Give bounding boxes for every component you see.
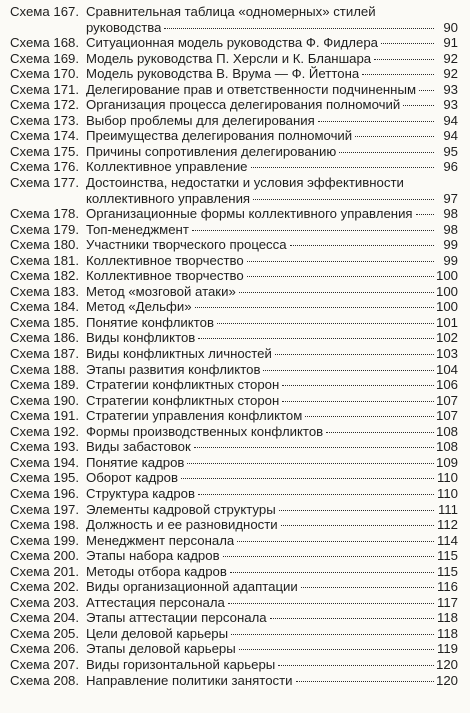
page-number: 108 <box>435 423 458 439</box>
entry-title: Виды организационной адаптации <box>86 579 298 595</box>
entry-label: Схема 170. <box>10 66 80 82</box>
page-number: 116 <box>436 579 458 595</box>
entry-label: Схема 194. <box>10 454 80 470</box>
entry-title: Организационные формы коллективного управления <box>86 206 413 222</box>
entry-line <box>86 66 458 82</box>
toc-entry <box>10 533 458 549</box>
dot-leader <box>198 494 434 495</box>
entry-body <box>86 564 458 580</box>
entry-body <box>86 439 458 455</box>
dot-leader <box>419 90 434 91</box>
table-of-contents <box>10 4 458 688</box>
page-number: 114 <box>436 532 458 548</box>
toc-entry <box>10 346 458 362</box>
entry-title: Стратегии конфликтных сторон <box>86 377 280 393</box>
entry-body <box>86 533 458 549</box>
dot-leader <box>192 230 434 231</box>
entry-label: Схема 186. <box>10 330 80 346</box>
dot-leader <box>282 385 434 386</box>
entry-line <box>86 159 458 175</box>
entry-label: Схема 178. <box>10 206 80 222</box>
page-number: 117 <box>436 594 458 610</box>
entry-line <box>86 564 458 580</box>
entry-label: Схема 195. <box>10 470 80 486</box>
entry-label: Схема 190. <box>10 392 80 408</box>
page-number: 104 <box>435 361 458 377</box>
entry-title: Должность и ее разновидности <box>86 517 278 533</box>
entry-line <box>86 502 458 518</box>
entry-title: Стратегии конфликтных сторон <box>86 392 280 408</box>
entry-label: Схема 208. <box>10 672 80 688</box>
page-number: 92 <box>443 66 458 82</box>
entry-line <box>86 424 458 440</box>
dot-leader <box>381 43 434 44</box>
toc-entry <box>10 253 458 269</box>
page-number: 91 <box>443 35 458 51</box>
entry-line <box>86 222 458 238</box>
page-number: 99 <box>443 252 458 268</box>
entry-title: Оборот кадров <box>86 470 178 486</box>
entry-title: Организация процесса делегирования полномочий <box>86 97 401 113</box>
entry-body <box>86 641 458 657</box>
page-number: 96 <box>443 159 458 175</box>
toc-entry <box>10 268 458 284</box>
entry-body <box>86 144 458 160</box>
entry-line <box>86 641 458 657</box>
toc-entry <box>10 35 458 51</box>
entry-label: Схема 201. <box>10 563 80 579</box>
entry-body <box>86 626 458 642</box>
page-number: 115 <box>436 548 458 564</box>
toc-entry <box>10 237 458 253</box>
dot-leader <box>181 478 434 479</box>
entry-label: Схема 177. <box>10 175 80 191</box>
toc-entry <box>10 626 458 642</box>
entry-title: руководства <box>86 19 162 35</box>
entry-line <box>86 610 458 626</box>
entry-line <box>86 470 458 486</box>
dot-leader <box>290 245 434 246</box>
entry-label: Схема 192. <box>10 423 80 439</box>
dot-leader <box>251 167 434 168</box>
entry-label: Схема 207. <box>10 656 80 672</box>
entry-line <box>86 175 458 191</box>
entry-line <box>86 673 458 689</box>
entry-body <box>86 595 458 611</box>
entry-line <box>86 657 458 673</box>
entry-label: Схема 173. <box>10 112 80 128</box>
entry-body <box>86 470 458 486</box>
entry-title: Этапы аттестации персонала <box>86 610 267 626</box>
entry-label: Схема 191. <box>10 408 80 424</box>
dot-leader <box>355 136 434 137</box>
page-number: 93 <box>443 97 458 113</box>
entry-body <box>86 206 458 222</box>
entry-title: Участники творческого процесса <box>86 237 287 253</box>
toc-entry <box>10 362 458 378</box>
entry-title: Виды конфликтов <box>86 330 196 346</box>
entry-title: Этапы развития конфликтов <box>86 361 261 377</box>
entry-body <box>86 346 458 362</box>
entry-body <box>86 377 458 393</box>
entry-body <box>86 517 458 533</box>
page-number: 100 <box>435 299 458 315</box>
page-number: 98 <box>443 221 458 237</box>
entry-body <box>86 51 458 67</box>
toc-entry <box>10 206 458 222</box>
page-number: 102 <box>435 330 458 346</box>
toc-entry <box>10 4 458 35</box>
entry-label: Схема 171. <box>10 81 80 97</box>
entry-line <box>86 362 458 378</box>
toc-entry <box>10 673 458 689</box>
page-number: 94 <box>443 128 458 144</box>
page-number: 99 <box>443 237 458 253</box>
dot-leader <box>198 338 434 339</box>
entry-label: Схема 189. <box>10 377 80 393</box>
page-number: 118 <box>436 610 458 626</box>
toc-entry <box>10 408 458 424</box>
entry-title: Причины сопротивления делегированию <box>86 143 337 159</box>
entry-label: Схема 181. <box>10 252 80 268</box>
entry-line <box>86 455 458 471</box>
dot-leader <box>296 681 434 682</box>
entry-line <box>86 346 458 362</box>
entry-title: коллективного управления <box>86 190 251 206</box>
toc-entry <box>10 424 458 440</box>
entry-title: Методы отбора кадров <box>86 563 227 579</box>
entry-body <box>86 35 458 51</box>
entry-title: Элементы кадровой структуры <box>86 501 276 517</box>
dot-leader <box>194 447 434 448</box>
dot-leader <box>247 261 434 262</box>
toc-entry <box>10 470 458 486</box>
entry-line <box>86 237 458 253</box>
toc-entry <box>10 51 458 67</box>
page-number: 109 <box>435 454 458 470</box>
toc-entry <box>10 315 458 331</box>
entry-title: Понятие конфликтов <box>86 314 214 330</box>
entry-title: Этапы набора кадров <box>86 548 220 564</box>
entry-line <box>86 533 458 549</box>
dot-leader <box>275 354 434 355</box>
entry-label: Схема 168. <box>10 35 80 51</box>
entry-label: Схема 176. <box>10 159 80 175</box>
dot-leader <box>282 401 434 402</box>
toc-entry <box>10 641 458 657</box>
entry-title: Преимущества делегирования полномочий <box>86 128 353 144</box>
entry-body <box>86 82 458 98</box>
entry-body <box>86 113 458 129</box>
entry-body <box>86 222 458 238</box>
entry-body <box>86 284 458 300</box>
entry-body <box>86 393 458 409</box>
entry-label: Схема 200. <box>10 548 80 564</box>
page-number: 107 <box>435 392 458 408</box>
entry-body <box>86 548 458 564</box>
toc-entry <box>10 330 458 346</box>
entry-label: Схема 198. <box>10 517 80 533</box>
page-number: 110 <box>436 470 458 486</box>
toc-entry <box>10 517 458 533</box>
page-number: 118 <box>436 625 458 641</box>
toc-entry <box>10 564 458 580</box>
entry-label: Схема 193. <box>10 439 80 455</box>
entry-line <box>86 299 458 315</box>
dot-leader <box>223 556 434 557</box>
toc-entry <box>10 299 458 315</box>
entry-body <box>86 455 458 471</box>
dot-leader <box>228 603 434 604</box>
toc-entry <box>10 97 458 113</box>
entry-body <box>86 128 458 144</box>
dot-leader <box>339 152 434 153</box>
page-number: 120 <box>435 656 458 672</box>
entry-label: Схема 169. <box>10 50 80 66</box>
entry-line <box>86 377 458 393</box>
toc-entry <box>10 486 458 502</box>
entry-title: Виды горизонтальной карьеры <box>86 656 276 672</box>
entry-body <box>86 486 458 502</box>
entry-title: Структура кадров <box>86 485 195 501</box>
entry-title: Коллективное творчество <box>86 252 244 268</box>
dot-leader <box>326 432 434 433</box>
entry-body <box>86 4 458 35</box>
entry-line <box>86 35 458 51</box>
page-number: 97 <box>443 190 458 206</box>
dot-leader <box>305 416 434 417</box>
page-number: 110 <box>436 485 458 501</box>
dot-leader <box>281 525 434 526</box>
entry-line <box>86 486 458 502</box>
entry-label: Схема 174. <box>10 128 80 144</box>
page-number: 108 <box>435 439 458 455</box>
entry-title: Виды забастовок <box>86 439 191 455</box>
entry-body <box>86 175 458 206</box>
entry-line <box>86 268 458 284</box>
entry-line <box>86 4 458 20</box>
dot-leader <box>164 28 434 29</box>
entry-body <box>86 579 458 595</box>
entry-body <box>86 408 458 424</box>
entry-body <box>86 66 458 82</box>
entry-body <box>86 330 458 346</box>
entry-line <box>86 393 458 409</box>
entry-label: Схема 196. <box>10 485 80 501</box>
entry-title: Цели деловой карьеры <box>86 625 229 641</box>
entry-label: Схема 199. <box>10 532 80 548</box>
dot-leader <box>231 634 434 635</box>
entry-label: Схема 184. <box>10 299 80 315</box>
entry-label: Схема 187. <box>10 346 80 362</box>
entry-line <box>86 128 458 144</box>
entry-title: Виды конфликтных личностей <box>86 346 272 362</box>
entry-label: Схема 204. <box>10 610 80 626</box>
entry-line <box>86 253 458 269</box>
entry-line <box>86 579 458 595</box>
entry-body <box>86 657 458 673</box>
entry-title: Аттестация персонала <box>86 594 225 610</box>
dot-leader <box>253 199 434 200</box>
entry-line <box>86 51 458 67</box>
toc-entry <box>10 579 458 595</box>
entry-label: Схема 203. <box>10 594 80 610</box>
page-number: 115 <box>436 563 458 579</box>
entry-label: Схема 185. <box>10 314 80 330</box>
page-number: 112 <box>436 517 458 533</box>
page-number: 95 <box>443 143 458 159</box>
toc-entry <box>10 439 458 455</box>
entry-line <box>86 315 458 331</box>
entry-title: Метод «Дельфи» <box>86 299 192 315</box>
entry-line <box>86 97 458 113</box>
entry-body <box>86 237 458 253</box>
dot-leader <box>237 541 434 542</box>
dot-leader <box>318 121 434 122</box>
entry-body <box>86 610 458 626</box>
dot-leader <box>416 214 434 215</box>
entry-title: Этапы деловой карьеры <box>86 641 236 657</box>
entry-title: Ситуационная модель руководства Ф. Фидлера <box>86 35 379 51</box>
entry-line <box>86 517 458 533</box>
toc-entry <box>10 610 458 626</box>
entry-label: Схема 179. <box>10 221 80 237</box>
dot-leader <box>279 510 434 511</box>
entry-body <box>86 502 458 518</box>
entry-label: Схема 182. <box>10 268 80 284</box>
entry-label: Схема 175. <box>10 143 80 159</box>
dot-leader <box>247 276 434 277</box>
toc-entry <box>10 502 458 518</box>
entry-body <box>86 253 458 269</box>
dot-leader <box>374 59 434 60</box>
dot-leader <box>301 587 434 588</box>
dot-leader <box>195 307 434 308</box>
entry-title: Формы производственных конфликтов <box>86 423 324 439</box>
entry-body <box>86 299 458 315</box>
dot-leader <box>239 649 434 650</box>
toc-entry <box>10 128 458 144</box>
entry-label: Схема 205. <box>10 625 80 641</box>
entry-body <box>86 424 458 440</box>
entry-label: Схема 202. <box>10 579 80 595</box>
entry-label: Схема 172. <box>10 97 80 113</box>
entry-title: Достоинства, недостатки и условия эффективности <box>86 175 404 191</box>
dot-leader <box>217 323 434 324</box>
page-number: 119 <box>436 641 458 657</box>
toc-entry <box>10 393 458 409</box>
toc-entry <box>10 284 458 300</box>
entry-title: Менеджмент персонала <box>86 532 235 548</box>
toc-entry <box>10 82 458 98</box>
entry-title: Коллективное управление <box>86 159 248 175</box>
page-number: 101 <box>435 314 458 330</box>
entry-title: Топ-менеджмент <box>86 221 189 237</box>
entry-line <box>86 113 458 129</box>
entry-title: Модель руководства В. Врума — Ф. Йеттона <box>86 66 360 82</box>
entry-label: Схема 197. <box>10 501 80 517</box>
page-number: 107 <box>435 408 458 424</box>
dot-leader <box>278 665 434 666</box>
toc-entry <box>10 548 458 564</box>
dot-leader <box>263 370 434 371</box>
dot-leader <box>270 618 434 619</box>
toc-entry <box>10 159 458 175</box>
dot-leader <box>403 105 434 106</box>
page-number: 94 <box>443 112 458 128</box>
toc-entry <box>10 455 458 471</box>
page-number: 100 <box>435 268 458 284</box>
entry-line <box>86 284 458 300</box>
entry-line <box>86 595 458 611</box>
page-number: 120 <box>435 672 458 688</box>
entry-title: Коллективное творчество <box>86 268 244 284</box>
entry-body <box>86 362 458 378</box>
entry-title: Стратегии управления конфликтом <box>86 408 303 424</box>
page-number: 93 <box>443 81 458 97</box>
page-number: 90 <box>443 19 458 35</box>
entry-title: Направление политики занятости <box>86 672 293 688</box>
page-number: 92 <box>443 50 458 66</box>
entry-title: Сравнительная таблица «одномерных» стилей <box>86 4 376 19</box>
toc-entry <box>10 175 458 206</box>
entry-label: Схема 180. <box>10 237 80 253</box>
page-number: 103 <box>435 346 458 362</box>
entry-line <box>86 20 458 36</box>
entry-title: Метод «мозговой атаки» <box>86 283 236 299</box>
entry-title: Делегирование прав и ответственности подчиненным <box>86 81 417 97</box>
dot-leader <box>230 572 434 573</box>
entry-label: Схема 183. <box>10 283 80 299</box>
entry-label: Схема 206. <box>10 641 80 657</box>
toc-entry <box>10 113 458 129</box>
entry-title: Модель руководства П. Херсли и К. Бланшара <box>86 50 372 66</box>
toc-entry <box>10 377 458 393</box>
entry-body <box>86 159 458 175</box>
entry-line <box>86 439 458 455</box>
toc-entry <box>10 657 458 673</box>
entry-body <box>86 673 458 689</box>
entry-body <box>86 315 458 331</box>
toc-entry <box>10 144 458 160</box>
dot-leader <box>362 74 434 75</box>
dot-leader <box>187 463 434 464</box>
page-number: 100 <box>435 283 458 299</box>
page-number: 111 <box>437 501 458 517</box>
entry-title: Понятие кадров <box>86 454 185 470</box>
entry-line <box>86 206 458 222</box>
toc-entry <box>10 595 458 611</box>
entry-label: Схема 167. <box>10 4 80 19</box>
page-number: 106 <box>435 377 458 393</box>
entry-line <box>86 144 458 160</box>
entry-line <box>86 548 458 564</box>
toc-entry <box>10 222 458 238</box>
toc-entry <box>10 66 458 82</box>
dot-leader <box>239 292 434 293</box>
entry-line <box>86 191 458 207</box>
entry-line <box>86 408 458 424</box>
entry-line <box>86 82 458 98</box>
entry-label: Схема 188. <box>10 361 80 377</box>
entry-line <box>86 330 458 346</box>
entry-body <box>86 268 458 284</box>
entry-body <box>86 97 458 113</box>
page-number: 98 <box>443 206 458 222</box>
entry-line <box>86 626 458 642</box>
entry-title: Выбор проблемы для делегирования <box>86 112 315 128</box>
